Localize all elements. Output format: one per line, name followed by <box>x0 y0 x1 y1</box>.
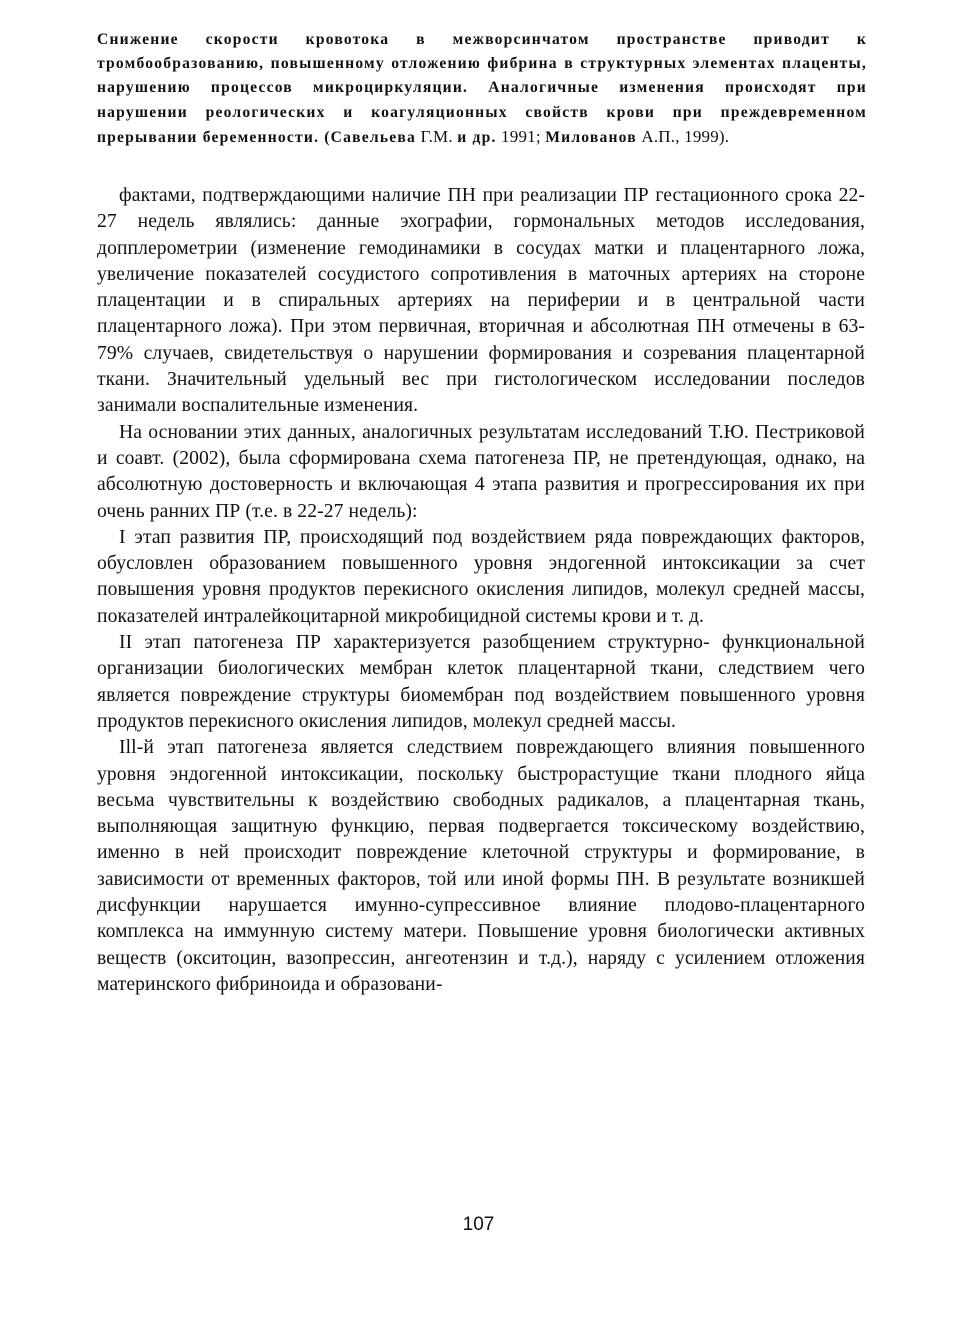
paragraph-stage-2: II этап патогенеза ПР характеризуется разобщением структурно- функциональной организации биологических мембран клеток плацентарной ткани, следствием чего является повреждение структуры биомембран под воздействием повышенного уровня продуктов перекисного окисления липидов, молекул средней массы. <box>97 632 865 732</box>
paragraph-scheme: На основании этих данных, аналогичных результатам исследований Т.Ю. Пестриковой и соавт. (2002), была сформирована схема патогенеза ПР, не претендующая, однако, на абсолютную достоверность и включающая 4 этапа развития и прогрессирования их при очень ранних ПР (т.е. в 22-27 недель): <box>97 421 865 522</box>
summary-lead-text: Снижение скорости кровотока в межворсинчатом пространстве приводит к тромбообразованию, повышенному отложению фибрина в структурных элементах плаценты, нарушению процессов микроциркуляции. Аналогичные изменения происходят при нарушении реологических и коагуляционных свойств крови при преждевременном прерывании беременности. ( <box>97 31 867 146</box>
paragraph-stage-1: I этап развития ПР, происходящий под воздействием ряда повреждающих факторов, обусловлен образованием повышенного уровня эндогенной интоксикации за счет повышения уровня продуктов перекисного окисления липидов, молекул средней массы, показателей интралейкоцитарной микробицидной системы крови и т. д. <box>97 526 865 627</box>
body-text <box>97 183 865 998</box>
bold-summary-block <box>97 28 867 150</box>
year-1991: 1991; <box>496 126 546 146</box>
paragraph-stage-3: Ill-й этап патогенеза является следствием повреждающего влияния повышенного уровня эндогенной интоксикации, поскольку быстрорастущие ткани плодного яйца весьма чувствительны к воздействию свободных радикалов, а плацентарная ткань, выполняющая защитную функцию, первая подвергается токсическому воздействию, именно в ней происходит повреждение клеточной структуры и формирование, в зависимости от временных факторов, той или иной формы ПН. В результате возникшей дисфункции нарушается имунно-супрессивное влияние плодово-плацентарного комплекса на иммунную систему матери. Повышение уровня биологически активных веществ (окситоцин, вазопрессин, ангеотензин и т.д.), наряду с усилением отложения материнского фибриноида и образовани- <box>97 737 865 995</box>
author-savelieva-initials: Г.М. <box>416 126 458 146</box>
author-savelieva: Савельева <box>330 128 417 146</box>
author-milovanov-initials: А.П., 1999). <box>636 126 730 146</box>
paragraph-facts: фактами, подтверждающими наличие ПН при реализации ПР гестационного срока 22-27 недель являлись: данные эхографии, гормональных методов исследования, допплерометрии (изменение гемодинамики в сосудах матки и плацентарного ложа, увеличение показателей сосудистого сопротивления в маточных артериях на стороне плацентации и в спиральных артериях на периферии и в центральной части плацентарного ложа). При этом первичная, вторичная и абсолютная ПН отмечены в 63-79% случаев, свидетельствуя о нарушении формирования и созревания плацентарной ткани. Значительный удельный вес при гистологическом исследовании последов занимали воспалительные изменения. <box>97 185 865 417</box>
et-al-text: и др. <box>457 128 497 146</box>
author-milovanov: Милованов <box>545 128 637 146</box>
page-number: 107 <box>462 1214 495 1235</box>
